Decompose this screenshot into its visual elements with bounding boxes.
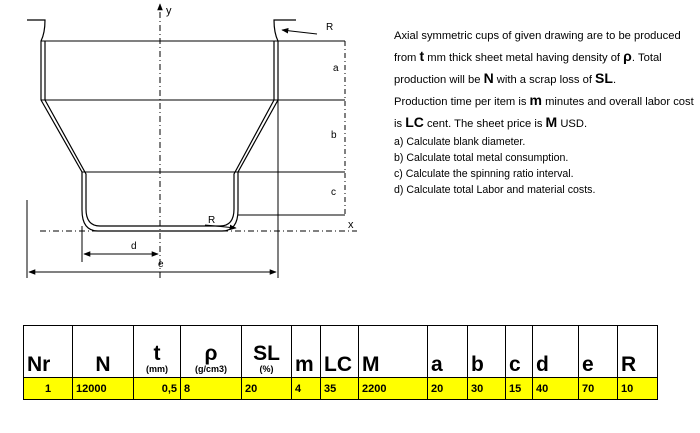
variable-symbol: M xyxy=(545,114,558,130)
value-cell: 4 xyxy=(292,378,321,400)
header-cell: d xyxy=(533,326,579,378)
header-cell: t (mm) xyxy=(134,326,181,378)
text-run: Production time per item is xyxy=(394,96,530,108)
variable-symbol: N xyxy=(483,70,494,86)
value-cell: 40 xyxy=(533,378,579,400)
radius-bottom-label: R xyxy=(208,215,216,226)
y-axis-label: y xyxy=(166,5,172,17)
problem-production xyxy=(394,90,694,134)
variable-symbol: SL xyxy=(595,70,613,86)
dim-label-a: a xyxy=(333,63,339,74)
parameters-table xyxy=(23,325,658,400)
header-cell: a xyxy=(428,326,468,378)
dim-label-d: d xyxy=(131,241,137,252)
header-cell: ρ (g/cm3) xyxy=(181,326,242,378)
value-cell: 2200 xyxy=(359,378,428,400)
value-cell: 12000 xyxy=(73,378,134,400)
text-run: . xyxy=(612,74,617,86)
header-cell: LC xyxy=(321,326,359,378)
task-item: b) Calculate total metal consumption. xyxy=(394,152,569,164)
text-run: minutes and overall labor cost is xyxy=(394,96,694,130)
value-row xyxy=(24,378,658,400)
value-cell: 0,5 xyxy=(134,378,181,400)
text-run: . Total production will be xyxy=(394,52,662,86)
header-cell: M xyxy=(359,326,428,378)
problem-intro xyxy=(394,26,694,90)
value-cell: 30 xyxy=(468,378,506,400)
task-list xyxy=(394,134,694,198)
value-cell: 1 xyxy=(24,378,73,400)
header-row xyxy=(24,326,658,378)
variable-symbol: LC xyxy=(405,114,424,130)
header-cell: SL (%) xyxy=(242,326,292,378)
value-cell: 20 xyxy=(428,378,468,400)
header-cell: e xyxy=(579,326,618,378)
text-run: Axial symmetric cups of given drawing are to be produced from xyxy=(394,30,681,64)
header-cell: R xyxy=(618,326,658,378)
dim-label-b: b xyxy=(331,130,337,141)
radius-top-label: R xyxy=(326,22,334,33)
task-item: c) Calculate the spinning ratio interval. xyxy=(394,168,574,180)
text-run: cent. The sheet price is xyxy=(423,118,546,130)
variable-symbol: t xyxy=(419,48,425,64)
header-cell: N xyxy=(73,326,134,378)
header-cell: b xyxy=(468,326,506,378)
dim-label-c: c xyxy=(331,187,336,198)
value-cell: 15 xyxy=(506,378,533,400)
task-item: a) Calculate blank diameter. xyxy=(394,136,526,148)
value-cell: 70 xyxy=(579,378,618,400)
header-cell: Nr xyxy=(24,326,73,378)
text-run: with a scrap loss of xyxy=(493,74,596,86)
cup-drawing xyxy=(0,0,380,290)
value-cell: 35 xyxy=(321,378,359,400)
variable-symbol: ρ xyxy=(623,48,632,64)
value-cell: 10 xyxy=(618,378,658,400)
value-cell: 20 xyxy=(242,378,292,400)
header-cell: c xyxy=(506,326,533,378)
dim-label-e: e xyxy=(158,259,164,270)
problem-statement xyxy=(394,26,694,198)
radius-top-leader xyxy=(282,30,317,34)
cup-outline-outer xyxy=(27,20,296,231)
text-run: USD. xyxy=(557,118,588,130)
variable-symbol: m xyxy=(529,92,542,108)
text-run: mm thick sheet metal having density of xyxy=(424,52,624,64)
header-cell: m xyxy=(292,326,321,378)
x-axis-label: x xyxy=(348,219,354,231)
value-cell: 8 xyxy=(181,378,242,400)
task-item: d) Calculate total Labor and material costs. xyxy=(394,184,596,196)
